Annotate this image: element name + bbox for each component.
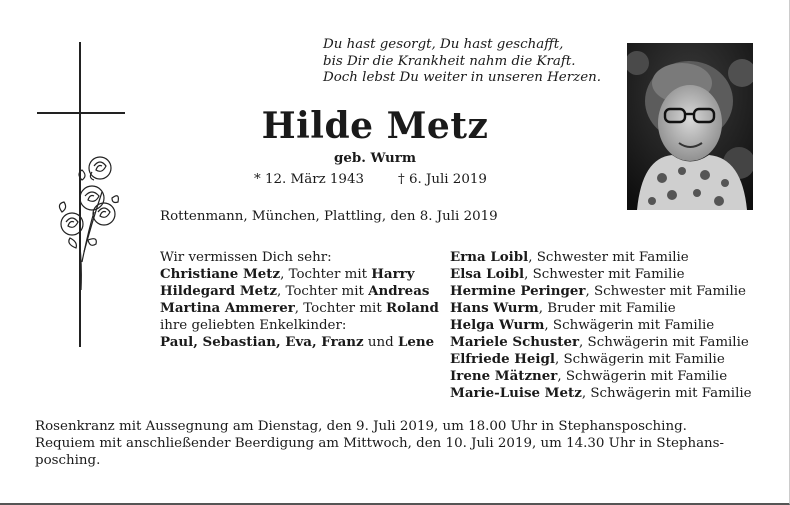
service-line: Rosenkranz mit Aussegnung am Dienstag, den 9. Juli 2019, um 18.00 Uhr in Stephansposching.: [35, 419, 687, 434]
mourner-row: Hildegard Metz, Tochter mit Andreas: [160, 283, 430, 299]
grandchildren-intro: ihre geliebten Enkelkinder:: [160, 318, 347, 333]
service-line: Requiem mit anschließender Beerdigung am Mittwoch, den 10. Juli 2019, um 14.30 Uhr in Stephans-: [35, 436, 725, 451]
mourner-row: Irene Mätzner, Schwägerin mit Familie: [450, 368, 728, 384]
mourner-row: Hans Wurm, Bruder mit Familie: [450, 300, 676, 316]
mourner-row: Martina Ammerer, Tochter mit Roland: [160, 300, 439, 316]
mourner-row: Marie-Luise Metz, Schwägerin mit Familie: [450, 385, 752, 401]
mourners-left: [160, 249, 439, 351]
portrait-photo: [627, 43, 753, 210]
mourner-row: Hermine Peringer, Schwester mit Familie: [450, 283, 746, 299]
mourner-row: Elsa Loibl, Schwester mit Familie: [450, 266, 685, 282]
grandchildren-row: Paul, Sebastian, Eva, Franz und Lene: [160, 334, 435, 350]
mourner-row: Mariele Schuster, Schwägerin mit Familie: [450, 334, 749, 350]
mourners-intro: Wir vermissen Dich sehr:: [160, 250, 332, 265]
service-info: [35, 418, 755, 469]
mourner-row: Christiane Metz, Tochter mit Harry: [160, 266, 415, 282]
birth-date: * 12. März 1943: [254, 172, 364, 187]
service-line: posching.: [35, 453, 101, 468]
mourner-row: Erna Loibl, Schwester mit Familie: [450, 249, 689, 265]
poem-line: bis Dir die Krankheit nahm die Kraft.: [323, 53, 576, 69]
poem-line: Du hast gesorgt, Du hast geschafft,: [323, 37, 564, 52]
mourners-right: [450, 249, 752, 402]
places-date: Rottenmann, München, Plattling, den 8. Juli 2019: [160, 209, 498, 224]
roses-icon: [52, 152, 124, 292]
poem: [323, 37, 623, 87]
maiden-name: geb. Wurm: [333, 150, 417, 166]
deceased-name: Hilde Metz: [261, 105, 489, 147]
mourner-row: Helga Wurm, Schwägerin mit Familie: [450, 317, 715, 333]
death-date: † 6. Juli 2019: [398, 172, 487, 187]
mourner-row: Elfriede Heigl, Schwägerin mit Familie: [450, 351, 725, 367]
poem-line: Doch lebst Du weiter in unseren Herzen.: [323, 70, 601, 85]
